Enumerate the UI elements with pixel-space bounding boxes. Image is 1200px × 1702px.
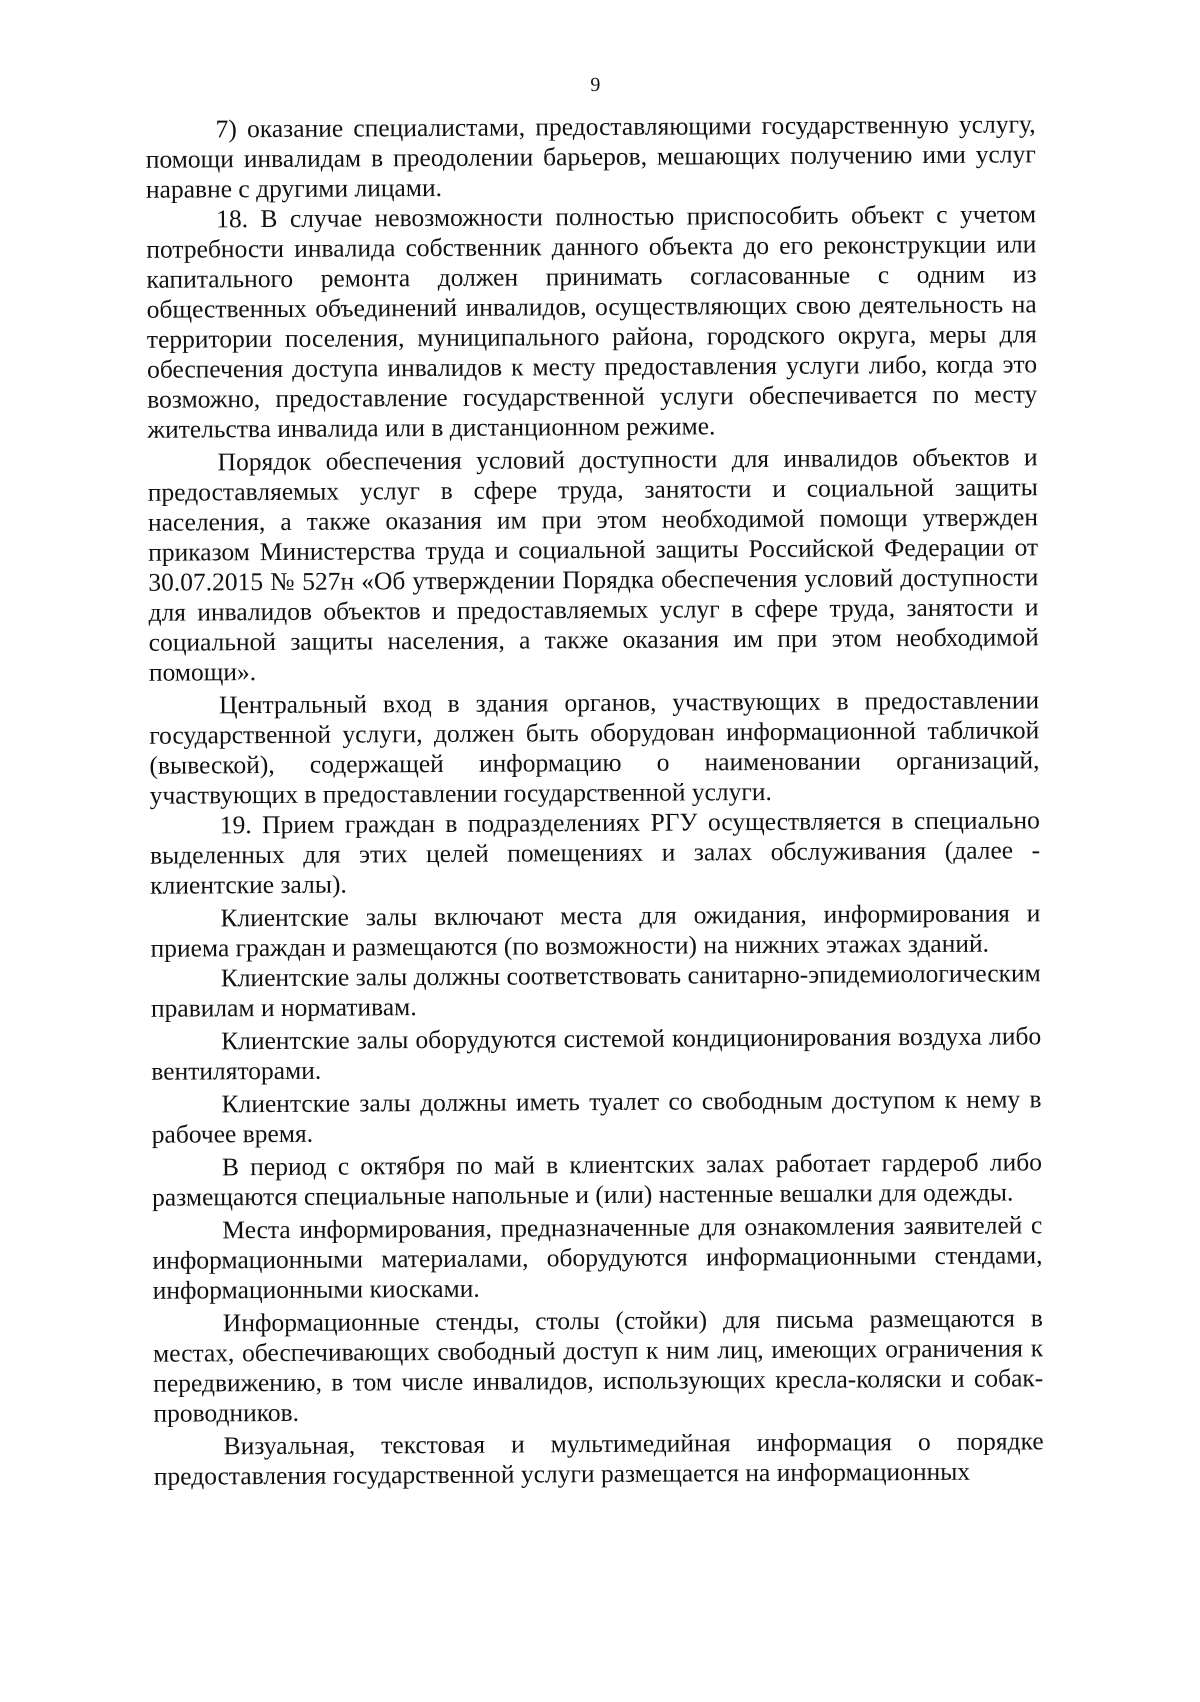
paragraph: 18. В случае невозможности полностью приспособить объект с учетом потребности инвалида собственник данного объекта до его реконструкции или капитального ремонта должен принимать согласованные с одним из общественных объединений инвалидов, осуществляющих свою деятельность на территории поселения, муниципального района, городского округа, меры для обеспечения доступа инвалидов к месту предоставления услуги либо, когда это возможно, предоставление государственной услуги обеспечивается по месту жительства инвалида или в дистанционном режиме.	[146, 199, 1038, 444]
paragraph: Клиентские залы оборудуются системой кондиционирования воздуха либо вентиляторами.	[151, 1021, 1042, 1086]
page-number: 9	[590, 73, 601, 97]
paragraph: Клиентские залы включают места для ожидания, информирования и приема граждан и размещаются (по возможности) на нижних этажах зданий.	[150, 898, 1041, 963]
document-body	[146, 109, 1044, 1491]
paragraph: В период с октября по май в клиентских залах работает гардероб либо размещаются специальные напольные и (или) настенные вешалки для одежды.	[152, 1147, 1043, 1212]
paragraph: 7) оказание специалистами, предоставляющими государственную услугу, помощи инвалидам в преодолении барьеров, мешающих получению ими услуг наравне с другими лицами.	[145, 109, 1036, 204]
paragraph: Клиентские залы должны иметь туалет со свободным доступом к нему в рабочее время.	[151, 1084, 1042, 1149]
paragraph: Центральный вход в здания органов, участвующих в предоставлении государственной услуги, должен быть оборудован информационной табличкой (вывеской), содержащей информацию о наименовании организаций, участвующих в предоставлении государственной услуги.	[149, 685, 1040, 810]
paragraph: Визуальная, текстовая и мультимедийная информация о порядке предоставления государственной услуги размещается на информационных	[153, 1426, 1044, 1491]
paragraph: Клиентские залы должны соответствовать санитарно-эпидемиологическим правилам и нормативам.	[150, 958, 1041, 1023]
paragraph: Информационные стенды, столы (стойки) для письма размещаются в местах, обеспечивающих свободный доступ к ним лиц, имеющих ограничения к передвижению, в том числе инвалидов, использующих кресла-коляски и собак-проводников.	[152, 1303, 1044, 1428]
paragraph: Места информирования, предназначенные для ознакомления заявителей с информационными материалами, оборудуются информационными стендами, информационными киосками.	[152, 1210, 1043, 1305]
paragraph: 19. Прием граждан в подразделениях РГУ осуществляется в специально выделенных для этих целей помещениях и залах обслуживания (далее - клиентские залы).	[149, 805, 1041, 900]
paragraph: Порядок обеспечения условий доступности для инвалидов объектов и предоставляемых услуг в сфере труда, занятости и социальной защиты населения, а также оказания им при этом необходимой помощи утвержден приказом Министерства труда и социальной защиты Российской Федерации от 30.07.2015 № 527н «Об утверждении Порядка обеспечения условий доступности для инвалидов объектов и предоставляемых услуг в сфере труда, занятости и социальной защиты населения, а также оказания им при этом необходимой помощи».	[147, 442, 1039, 687]
